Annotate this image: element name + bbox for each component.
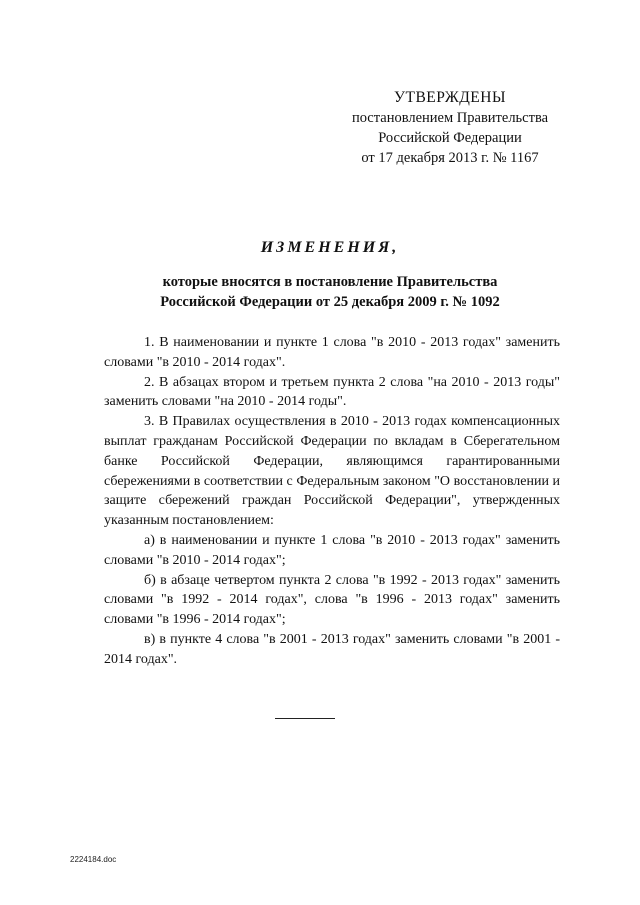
title-subtitle (60, 272, 600, 312)
approval-line-1: постановлением Правительства (351, 110, 549, 126)
paragraph-3b: б) в абзаце четвертом пункта 2 слова "в 1992 - 2013 годах" заменить словами "в 1992 - 2014 годах", слова "в 1996 - 2013 годах" заменить словами "в 1996 - 2014 годах"; (104, 572, 560, 628)
paragraph-2: 2. В абзацах втором и третьем пункта 2 слова "на 2010 - 2013 годы" заменить словами "на 2010 - 2014 годы". (104, 374, 560, 410)
paragraph-3a: а) в наименовании и пункте 1 слова "в 2010 - 2013 годах" заменить словами "в 2010 - 2014 годах"; (104, 532, 560, 568)
title-main: ИЗМЕНЕНИЯ, (260, 239, 400, 256)
approval-stamp (330, 88, 570, 168)
document-body (104, 333, 560, 670)
paragraph-3c: в) в пункте 4 слова "в 2001 - 2013 годах" заменить словами "в 2001 - 2014 годах". (104, 631, 560, 667)
document-title (60, 236, 600, 312)
approval-head: УТВЕРЖДЕНЫ (394, 89, 506, 106)
footer-filename: 2224184.doc (70, 855, 117, 864)
end-divider (275, 718, 335, 719)
title-subtitle-line-1: которые вносятся в постановление Правительства (162, 274, 498, 290)
paragraph-1: 1. В наименовании и пункте 1 слова "в 2010 - 2013 годах" заменить словами "в 2010 - 2014 годах". (104, 335, 560, 370)
title-subtitle-line-2: Российской Федерации от 25 декабря 2009 г. № 1092 (160, 294, 500, 310)
approval-line-2: Российской Федерации (378, 130, 522, 146)
paragraph-3: 3. В Правилах осуществления в 2010 - 2013 годах компенсационных выплат гражданам Российской Федерации по вкладам в Сберегательном банке Российской Федерации, являющимся гарантированными сбережениями в соответствии с Федеральным законом "О восстановлении и защите сбережений граждан Российской Федерации", утвержденных указанным постановлением: (104, 414, 560, 529)
approval-line-3: от 17 декабря 2013 г. № 1167 (361, 150, 539, 166)
